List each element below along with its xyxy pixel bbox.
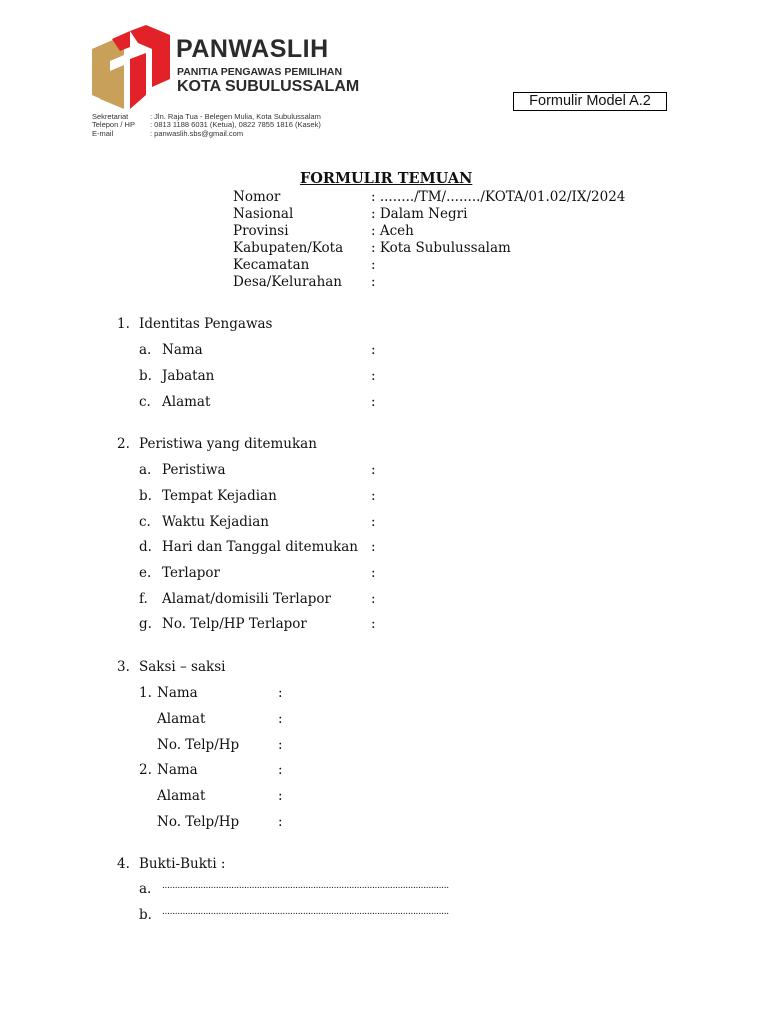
org-subtitle-2: KOTA SUBULUSSALAM bbox=[177, 78, 360, 95]
meta-label: Nasional bbox=[233, 206, 294, 222]
section-title: Identitas Pengawas bbox=[139, 316, 273, 332]
item-label: Alamat/domisili Terlapor bbox=[162, 591, 331, 607]
witness-colon: : bbox=[278, 685, 283, 701]
witness-colon: : bbox=[278, 814, 283, 830]
witness-label: No. Telp/Hp bbox=[157, 814, 240, 830]
meta-label: Desa/Kelurahan bbox=[233, 274, 343, 290]
item-colon: : bbox=[371, 565, 376, 581]
item-label: No. Telp/HP Terlapor bbox=[162, 616, 307, 632]
item-label: Waktu Kejadian bbox=[162, 514, 269, 530]
meta-label: Kecamatan bbox=[233, 257, 310, 273]
item-letter: f. bbox=[139, 591, 148, 607]
evidence-dotted-line: ................................................................................................................ bbox=[162, 907, 449, 917]
witness-label: Alamat bbox=[157, 711, 206, 727]
section-number: 3. bbox=[117, 659, 130, 675]
contact-row: Telepon / HP : 0813 1188 6031 (Ketua), 0822 7855 1816 (Kasek) bbox=[92, 120, 321, 130]
meta-value: : Dalam Negri bbox=[371, 206, 468, 222]
item-label: Nama bbox=[162, 342, 203, 358]
item-colon: : bbox=[371, 394, 376, 410]
meta-value: : Aceh bbox=[371, 223, 414, 239]
meta-value: : ......../TM/......../KOTA/01.02/IX/2024 bbox=[371, 189, 626, 205]
meta-label: Provinsi bbox=[233, 223, 289, 239]
witness-colon: : bbox=[278, 711, 283, 727]
panwaslih-logo-icon bbox=[90, 25, 172, 109]
section-number: 1. bbox=[117, 316, 130, 332]
meta-value: : Kota Subulussalam bbox=[371, 240, 511, 256]
item-label: Jabatan bbox=[162, 368, 215, 384]
org-name: PANWASLIH bbox=[176, 35, 329, 63]
item-letter: g. bbox=[139, 616, 152, 632]
witness-label: Alamat bbox=[157, 788, 206, 804]
item-label: Alamat bbox=[162, 394, 211, 410]
contact-block bbox=[92, 113, 321, 138]
section-title: Peristiwa yang ditemukan bbox=[139, 436, 317, 452]
evidence-letter: a. bbox=[139, 881, 152, 897]
item-letter: a. bbox=[139, 462, 152, 478]
witness-colon: : bbox=[278, 788, 283, 804]
item-letter: b. bbox=[139, 488, 152, 504]
witness-number: 2. bbox=[139, 762, 152, 778]
contact-row: Sekretariat : Jln. Raja Tua - Belegen Mulia, Kota Subulussalam bbox=[92, 112, 321, 121]
witness-number: 1. bbox=[139, 685, 152, 701]
item-colon: : bbox=[371, 616, 376, 632]
item-label: Terlapor bbox=[162, 565, 220, 581]
meta-value: : bbox=[371, 257, 376, 273]
witness-colon: : bbox=[278, 737, 283, 753]
meta-label: Kabupaten/Kota bbox=[233, 240, 344, 256]
witness-colon: : bbox=[278, 762, 283, 778]
item-colon: : bbox=[371, 514, 376, 530]
item-colon: : bbox=[371, 591, 376, 607]
meta-value: : bbox=[371, 274, 376, 290]
item-letter: d. bbox=[139, 539, 152, 555]
item-letter: a. bbox=[139, 342, 152, 358]
item-colon: : bbox=[371, 539, 376, 555]
item-letter: b. bbox=[139, 368, 152, 384]
item-letter: c. bbox=[139, 394, 151, 410]
contact-row: E-mail : panwaslih.sbs@gmail.com bbox=[92, 128, 244, 138]
item-colon: : bbox=[371, 488, 376, 504]
form-title: FORMULIR TEMUAN bbox=[300, 170, 473, 187]
item-label: Peristiwa bbox=[162, 462, 226, 478]
witness-label: Nama bbox=[157, 685, 198, 701]
meta-label: Nomor bbox=[233, 189, 281, 205]
form-model-label: Formulir Model A.2 bbox=[513, 92, 667, 111]
item-letter: c. bbox=[139, 514, 151, 530]
item-colon: : bbox=[371, 342, 376, 358]
section-number: 2. bbox=[117, 436, 130, 452]
item-label: Tempat Kejadian bbox=[162, 488, 277, 504]
item-letter: e. bbox=[139, 565, 152, 581]
item-colon: : bbox=[371, 462, 376, 478]
org-subtitle-1: PANITIA PENGAWAS PEMILIHAN bbox=[177, 66, 343, 78]
witness-label: Nama bbox=[157, 762, 198, 778]
evidence-dotted-line: ................................................................................................................ bbox=[162, 881, 449, 891]
evidence-letter: b. bbox=[139, 907, 152, 923]
section-title: Saksi – saksi bbox=[139, 659, 226, 675]
item-colon: : bbox=[371, 368, 376, 384]
section-number: 4. bbox=[117, 856, 130, 872]
witness-label: No. Telp/Hp bbox=[157, 737, 240, 753]
item-label: Hari dan Tanggal ditemukan bbox=[162, 539, 358, 555]
section-title: Bukti-Bukti : bbox=[139, 856, 226, 872]
